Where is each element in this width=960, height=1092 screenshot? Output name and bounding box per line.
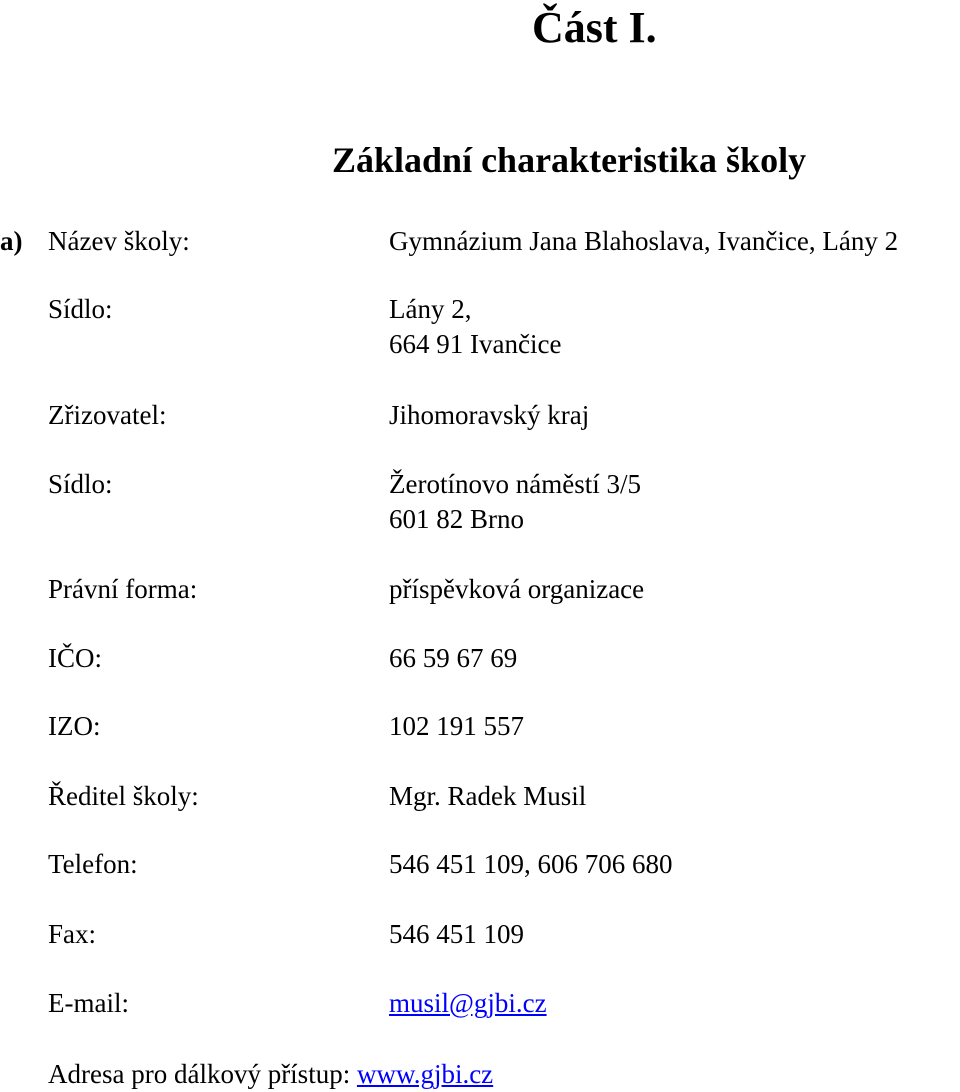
fax-label: Fax: <box>48 919 97 949</box>
remote-access-label: Adresa pro dálkový přístup: <box>48 1059 351 1089</box>
izo-label: IZO: <box>48 711 101 741</box>
phone-label: Telefon: <box>48 849 138 879</box>
school-seat-label: Sídlo: <box>48 294 113 324</box>
director-value: Mgr. Radek Musil <box>389 781 587 811</box>
email-link[interactable]: musil@gjbi.cz <box>389 988 547 1018</box>
ico-label: IČO: <box>48 643 102 673</box>
phone-value: 546 451 109, 606 706 680 <box>389 849 673 879</box>
part-title: Část I. <box>532 3 657 52</box>
founder-seat-line2: 601 82 Brno <box>389 504 524 534</box>
main-title: Základní charakteristika školy <box>332 140 807 180</box>
founder-value: Jihomoravský kraj <box>389 400 590 430</box>
school-seat-line2: 664 91 Ivančice <box>389 329 562 359</box>
legal-form-label: Právní forma: <box>48 574 198 604</box>
remote-access-row <box>48 1057 493 1091</box>
email-label: E-mail: <box>48 988 129 1018</box>
school-seat-line1: Lány 2, <box>389 294 472 324</box>
founder-label: Zřizovatel: <box>48 400 167 430</box>
director-label: Ředitel školy: <box>48 781 199 811</box>
founder-seat-label: Sídlo: <box>48 469 113 499</box>
school-name-label: Název školy: <box>48 226 190 256</box>
izo-value: 102 191 557 <box>389 711 524 741</box>
section-marker: a) <box>0 226 23 256</box>
legal-form-value: příspěvková organizace <box>389 574 645 604</box>
fax-value: 546 451 109 <box>389 919 524 949</box>
school-name-value: Gymnázium Jana Blahoslava, Ivančice, Lány 2 <box>389 226 899 256</box>
website-link[interactable]: www.gjbi.cz <box>356 1059 494 1089</box>
founder-seat-line1: Žerotínovo náměstí 3/5 <box>389 469 641 499</box>
ico-value: 66 59 67 69 <box>389 643 518 673</box>
